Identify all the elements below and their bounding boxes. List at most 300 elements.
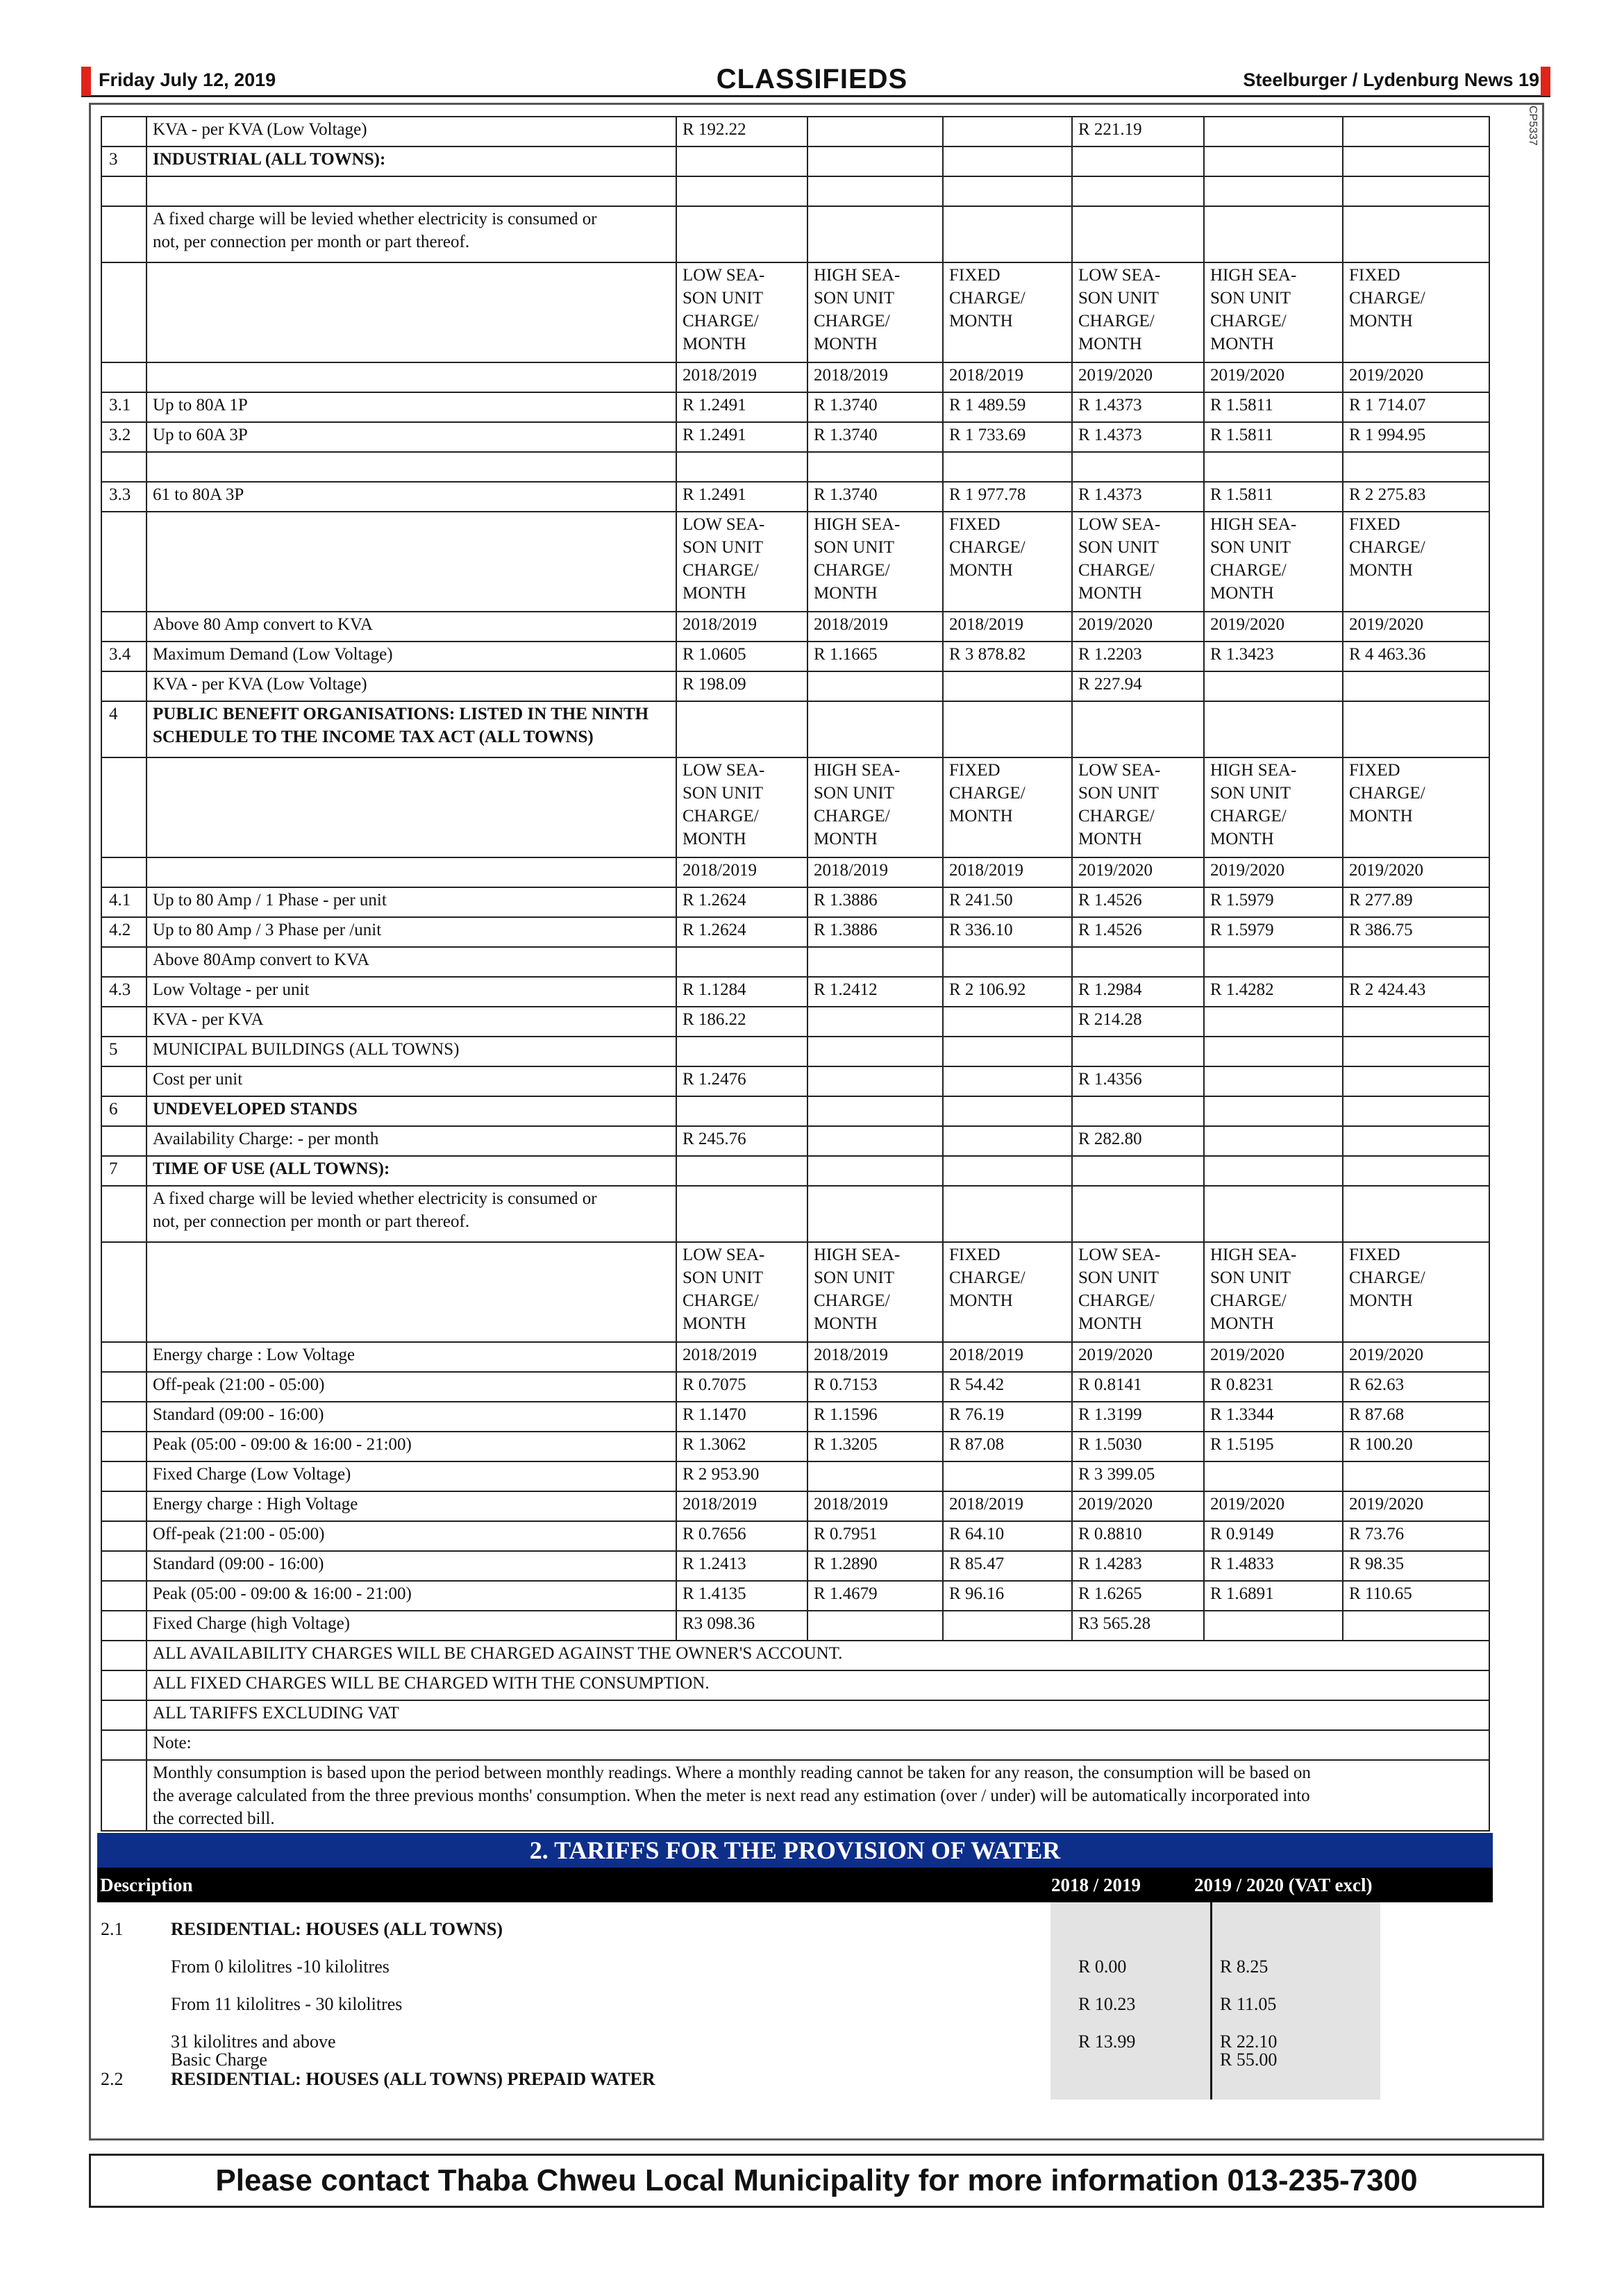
table-row: [101, 452, 1489, 482]
row-description: KVA - per KVA (Low Voltage): [147, 671, 676, 701]
tariff-value: [1343, 1186, 1489, 1242]
tariff-value: [943, 176, 1072, 206]
tariff-value: [676, 1186, 807, 1242]
tariff-value: [676, 1156, 807, 1186]
tariff-value: R 1.3886: [807, 917, 943, 947]
water-item-2018: R 0.00: [1078, 1956, 1127, 1977]
tariff-value: [943, 1126, 1072, 1156]
column-year: 2018/2019: [807, 1342, 943, 1372]
column-year: 2019/2020: [1072, 612, 1204, 642]
column-heading: LOW SEA- SON UNIT CHARGE/ MONTH: [1072, 1242, 1204, 1342]
row-number: [101, 1402, 147, 1432]
tariff-value: R 0.7656: [676, 1521, 807, 1551]
column-heading: FIXED CHARGE/ MONTH: [943, 512, 1072, 612]
tariff-value: R 1.3886: [807, 887, 943, 917]
tariff-value: R 1.4526: [1072, 917, 1204, 947]
row-description: A fixed charge will be levied whether electricity is consumed or not, per connection per month or part thereof.: [147, 1186, 676, 1242]
row-number: [101, 262, 147, 362]
tariff-value: 2018/2019: [676, 1491, 807, 1521]
column-heading: LOW SEA- SON UNIT CHARGE/ MONTH: [676, 757, 807, 857]
column-heading: FIXED CHARGE/ MONTH: [1343, 262, 1489, 362]
tariff-value: [1072, 146, 1204, 176]
tariff-value: R 0.8141: [1072, 1372, 1204, 1402]
row-number: [101, 1611, 147, 1641]
row-description: Energy charge : Low Voltage: [147, 1342, 676, 1372]
tariff-value: R 1.3740: [807, 482, 943, 512]
row-number: [101, 1461, 147, 1491]
column-heading: FIXED CHARGE/ MONTH: [1343, 1242, 1489, 1342]
table-row: [101, 1581, 1489, 1611]
table-row: [101, 1096, 1489, 1126]
tariff-value: [1204, 1007, 1343, 1037]
table-row: [101, 1402, 1489, 1432]
tariff-value: [1072, 701, 1204, 757]
row-number: 4.1: [101, 887, 147, 917]
row-number: 4: [101, 701, 147, 757]
tariff-value: R 1.0605: [676, 642, 807, 671]
table-row: [101, 1007, 1489, 1037]
tariff-value: R3 565.28: [1072, 1611, 1204, 1641]
tariff-value: R 85.47: [943, 1551, 1072, 1581]
tariff-value: [1204, 671, 1343, 701]
row-number: 4.3: [101, 977, 147, 1007]
header-date: Friday July 12, 2019: [99, 69, 276, 90]
tariff-value: R 1 994.95: [1343, 422, 1489, 452]
tariff-value: R 1.3740: [807, 392, 943, 422]
tariff-value: R3 098.36: [676, 1611, 807, 1641]
row-description: Energy charge : High Voltage: [147, 1491, 676, 1521]
tariff-value: R 1.3199: [1072, 1402, 1204, 1432]
tariff-value: [943, 701, 1072, 757]
tariff-value: [1343, 117, 1489, 146]
tariff-value: [1343, 1007, 1489, 1037]
row-number: [101, 1491, 147, 1521]
tariff-value: [1072, 452, 1204, 482]
row-number: 5: [101, 1037, 147, 1066]
row-number: [101, 512, 147, 612]
row-description: Monthly consumption is based upon the period between monthly readings. Where a monthly reading cannot be taken for any reason, the consumption will be based on the average calculated from the three previous months' consumption. When the meter is next read any estimation (over / under) will be automatically incorporated into the corrected bill.: [147, 1760, 1489, 1831]
column-year: 2018/2019: [676, 1342, 807, 1372]
tariff-value: R 0.9149: [1204, 1521, 1343, 1551]
row-description: MUNICIPAL BUILDINGS (ALL TOWNS): [147, 1037, 676, 1066]
tariff-value: R 1.5979: [1204, 917, 1343, 947]
tariff-value: R 1.1470: [676, 1402, 807, 1432]
column-year: 2018/2019: [943, 1342, 1072, 1372]
tariff-value: R 386.75: [1343, 917, 1489, 947]
tariff-value: R 1.4373: [1072, 392, 1204, 422]
row-description: Up to 60A 3P: [147, 422, 676, 452]
tariff-value: R 1.3423: [1204, 642, 1343, 671]
tariff-value: R 1 714.07: [1343, 392, 1489, 422]
tariff-value: [1204, 947, 1343, 977]
row-number: [101, 1007, 147, 1037]
column-heading: LOW SEA- SON UNIT CHARGE/ MONTH: [676, 512, 807, 612]
table-row: [101, 947, 1489, 977]
column-year: 2018/2019: [807, 857, 943, 887]
tariff-value: [807, 1007, 943, 1037]
tariff-value: [1072, 1156, 1204, 1186]
tariff-value: R 2 106.92: [943, 977, 1072, 1007]
tariff-value: R 1.4526: [1072, 887, 1204, 917]
row-description: Above 80 Amp convert to KVA: [147, 612, 676, 642]
table-row: [101, 917, 1489, 947]
row-description: ALL AVAILABILITY CHARGES WILL BE CHARGED AGAINST THE OWNER'S ACCOUNT.: [147, 1641, 1489, 1670]
column-heading: LOW SEA- SON UNIT CHARGE/ MONTH: [676, 1242, 807, 1342]
tariff-value: [807, 1611, 943, 1641]
row-number: [101, 206, 147, 262]
water-table-header: [97, 1868, 1493, 1902]
column-heading: FIXED CHARGE/ MONTH: [1343, 512, 1489, 612]
row-number: [101, 757, 147, 857]
tariff-value: R 0.7951: [807, 1521, 943, 1551]
row-description: [147, 362, 676, 392]
table-row: [101, 1037, 1489, 1066]
table-row: [101, 482, 1489, 512]
row-description: TIME OF USE (ALL TOWNS):: [147, 1156, 676, 1186]
row-description: Fixed Charge (Low Voltage): [147, 1461, 676, 1491]
tariff-value: [676, 176, 807, 206]
tariff-value: R 1.2412: [807, 977, 943, 1007]
table-row: [101, 1461, 1489, 1491]
water-item-2019: R 55.00: [1220, 2050, 1278, 2070]
tariff-value: [676, 206, 807, 262]
tariff-value: [1204, 452, 1343, 482]
row-number: 3.4: [101, 642, 147, 671]
tariff-value: [1343, 701, 1489, 757]
column-year: 2019/2020: [1072, 362, 1204, 392]
table-row: [101, 117, 1489, 146]
row-number: [101, 1126, 147, 1156]
row-number: [101, 1432, 147, 1461]
tariff-value: [943, 1186, 1072, 1242]
tariff-value: [676, 1037, 807, 1066]
tariff-value: R 1.4373: [1072, 422, 1204, 452]
tariff-value: [1204, 176, 1343, 206]
row-description: [147, 757, 676, 857]
tariff-value: [807, 452, 943, 482]
tariff-value: [1343, 1126, 1489, 1156]
row-number: 3.2: [101, 422, 147, 452]
tariff-value: [807, 1037, 943, 1066]
row-description: ALL TARIFFS EXCLUDING VAT: [147, 1700, 1489, 1730]
column-heading: HIGH SEA- SON UNIT CHARGE/ MONTH: [807, 757, 943, 857]
table-row: [101, 1432, 1489, 1461]
water-item-description: From 11 kilolitres - 30 kilolitres: [171, 1994, 403, 2014]
tariff-value: R 245.76: [676, 1126, 807, 1156]
row-description: Availability Charge: - per month: [147, 1126, 676, 1156]
column-heading: LOW SEA- SON UNIT CHARGE/ MONTH: [1072, 262, 1204, 362]
tariff-value: [1343, 947, 1489, 977]
column-year: 2019/2020: [1343, 1342, 1489, 1372]
tariff-value: [807, 671, 943, 701]
column-year: 2018/2019: [943, 362, 1072, 392]
header-section-title: CLASSIFIEDS: [716, 64, 908, 94]
table-row: [101, 1372, 1489, 1402]
row-number: [101, 176, 147, 206]
table-row: [101, 612, 1489, 642]
table-row: [101, 671, 1489, 701]
row-number: 6: [101, 1096, 147, 1126]
table-row: [101, 887, 1489, 917]
tariff-value: [676, 1096, 807, 1126]
row-description: [147, 857, 676, 887]
tariff-value: R 1.4679: [807, 1581, 943, 1611]
row-description: Up to 80 Amp / 1 Phase - per unit: [147, 887, 676, 917]
table-row: [101, 512, 1489, 612]
tariff-value: R 282.80: [1072, 1126, 1204, 1156]
table-row: [101, 1760, 1489, 1831]
tariff-value: R 73.76: [1343, 1521, 1489, 1551]
tariff-value: [1204, 117, 1343, 146]
water-item-2019: R 22.10: [1220, 2031, 1278, 2052]
tariff-value: R 1.3740: [807, 422, 943, 452]
tariff-value: R 1.2890: [807, 1551, 943, 1581]
column-year: 2019/2020: [1204, 612, 1343, 642]
tariff-value: [1072, 947, 1204, 977]
tariff-value: R 0.7153: [807, 1372, 943, 1402]
water-head-2018: 2018 / 2019: [1051, 1875, 1141, 1895]
column-year: 2019/2020: [1072, 857, 1204, 887]
row-number: [101, 1186, 147, 1242]
table-row: [101, 1551, 1489, 1581]
tariff-value: R 1.3062: [676, 1432, 807, 1461]
tariff-value: [943, 671, 1072, 701]
tariff-value: R 1.4356: [1072, 1066, 1204, 1096]
tariff-value: [807, 206, 943, 262]
tariff-value: [1343, 1461, 1489, 1491]
row-number: 3.1: [101, 392, 147, 422]
table-row: [101, 1641, 1489, 1670]
tariff-value: 2019/2020: [1343, 1491, 1489, 1521]
row-number: [101, 1730, 147, 1760]
tariff-value: R 214.28: [1072, 1007, 1204, 1037]
column-year: 2018/2019: [676, 612, 807, 642]
water-item-2018: R 13.99: [1078, 2031, 1136, 2052]
tariff-value: R 1.4282: [1204, 977, 1343, 1007]
row-description: KVA - per KVA: [147, 1007, 676, 1037]
row-number: 4.2: [101, 917, 147, 947]
row-description: Maximum Demand (Low Voltage): [147, 642, 676, 671]
tariff-value: R 62.63: [1343, 1372, 1489, 1402]
column-heading: LOW SEA- SON UNIT CHARGE/ MONTH: [1072, 757, 1204, 857]
tariff-value: [676, 452, 807, 482]
tariff-value: R 227.94: [1072, 671, 1204, 701]
column-heading: HIGH SEA- SON UNIT CHARGE/ MONTH: [1204, 1242, 1343, 1342]
column-year: 2018/2019: [676, 857, 807, 887]
tariff-value: R 1.5811: [1204, 422, 1343, 452]
row-description: Above 80Amp convert to KVA: [147, 947, 676, 977]
row-number: [101, 671, 147, 701]
header-paper-name: Steelburger / Lydenburg News 19: [1243, 69, 1539, 90]
column-year: 2019/2020: [1204, 1342, 1343, 1372]
table-row: [101, 1700, 1489, 1730]
tariff-value: R 1.5979: [1204, 887, 1343, 917]
column-year: 2018/2019: [807, 612, 943, 642]
column-heading: HIGH SEA- SON UNIT CHARGE/ MONTH: [1204, 262, 1343, 362]
table-row: [101, 206, 1489, 262]
column-year: 2018/2019: [676, 362, 807, 392]
column-heading: FIXED CHARGE/ MONTH: [943, 1242, 1072, 1342]
tariff-value: R 1.4135: [676, 1581, 807, 1611]
tariff-value: R 1.6265: [1072, 1581, 1204, 1611]
row-number: [101, 1521, 147, 1551]
tariff-value: [1204, 1156, 1343, 1186]
row-number: [101, 1581, 147, 1611]
column-heading: LOW SEA- SON UNIT CHARGE/ MONTH: [1072, 512, 1204, 612]
tariff-value: R 2 953.90: [676, 1461, 807, 1491]
tariff-value: [807, 146, 943, 176]
row-description: Up to 80 Amp / 3 Phase per /unit: [147, 917, 676, 947]
row-description: [147, 452, 676, 482]
table-row: [101, 422, 1489, 452]
tariff-value: R 1.3205: [807, 1432, 943, 1461]
row-number: [101, 1342, 147, 1372]
tariff-value: [943, 117, 1072, 146]
tariff-value: R 186.22: [676, 1007, 807, 1037]
tariff-value: R 336.10: [943, 917, 1072, 947]
row-number: [101, 1242, 147, 1342]
column-year: 2018/2019: [807, 362, 943, 392]
tariff-value: R 198.09: [676, 671, 807, 701]
tariff-value: R 1.4283: [1072, 1551, 1204, 1581]
tariff-value: [1343, 452, 1489, 482]
contact-footer: Please contact Thaba Chweu Local Municipality for more information 013-235-7300: [89, 2154, 1544, 2208]
row-number: [101, 612, 147, 642]
tariff-value: [676, 146, 807, 176]
water-item-description: 31 kilolitres and above: [171, 2031, 336, 2052]
table-row: [101, 146, 1489, 176]
row-description: PUBLIC BENEFIT ORGANISATIONS: LISTED IN THE NINTH SCHEDULE TO THE INCOME TAX ACT (ALL TOWNS): [147, 701, 676, 757]
table-row: [101, 1730, 1489, 1760]
column-year: 2019/2020: [1072, 1342, 1204, 1372]
table-row: [101, 977, 1489, 1007]
tariff-value: [943, 206, 1072, 262]
row-number: [101, 857, 147, 887]
tariff-value: R 1.1284: [676, 977, 807, 1007]
row-description: Peak (05:00 - 09:00 & 16:00 - 21:00): [147, 1432, 676, 1461]
tariff-value: [943, 1461, 1072, 1491]
table-row: [101, 1521, 1489, 1551]
row-description: INDUSTRIAL (ALL TOWNS):: [147, 146, 676, 176]
tariff-value: [1343, 146, 1489, 176]
tariff-value: [1204, 1461, 1343, 1491]
tariff-value: R 64.10: [943, 1521, 1072, 1551]
tariff-value: R 277.89: [1343, 887, 1489, 917]
tariff-value: [1343, 1037, 1489, 1066]
row-description: Standard (09:00 - 16:00): [147, 1402, 676, 1432]
row-description: [147, 512, 676, 612]
tariff-value: [807, 1156, 943, 1186]
table-row: [101, 1611, 1489, 1641]
tariff-value: [1072, 176, 1204, 206]
water-item-2018: R 10.23: [1078, 1994, 1136, 2014]
tariff-value: [807, 1096, 943, 1126]
tariff-value: R 2 275.83: [1343, 482, 1489, 512]
tariff-value: [807, 1126, 943, 1156]
tariff-value: [807, 947, 943, 977]
tariff-value: [1343, 206, 1489, 262]
water-item-description: RESIDENTIAL: HOUSES (ALL TOWNS) PREPAID WATER: [171, 2069, 655, 2089]
tariff-value: [1204, 1066, 1343, 1096]
column-heading: HIGH SEA- SON UNIT CHARGE/ MONTH: [1204, 512, 1343, 612]
tariff-value: R 1.1596: [807, 1402, 943, 1432]
tariff-value: [1343, 1096, 1489, 1126]
tariff-value: R 1 977.78: [943, 482, 1072, 512]
tariff-value: R 76.19: [943, 1402, 1072, 1432]
tariff-value: [1204, 146, 1343, 176]
table-row: [101, 262, 1489, 362]
row-description: [147, 1242, 676, 1342]
tariff-value: R 1.3344: [1204, 1402, 1343, 1432]
row-description: UNDEVELOPED STANDS: [147, 1096, 676, 1126]
water-item-description: RESIDENTIAL: HOUSES (ALL TOWNS): [171, 1919, 503, 1939]
tariff-value: R 0.8231: [1204, 1372, 1343, 1402]
tariff-value: [943, 146, 1072, 176]
column-year: 2019/2020: [1343, 612, 1489, 642]
table-row: [101, 362, 1489, 392]
tariff-value: R 1.2476: [676, 1066, 807, 1096]
row-number: [101, 1551, 147, 1581]
tariff-value: R 1.2624: [676, 887, 807, 917]
tariff-value: [1204, 1126, 1343, 1156]
row-description: Fixed Charge (high Voltage): [147, 1611, 676, 1641]
tariff-value: [1343, 1611, 1489, 1641]
table-row: [101, 701, 1489, 757]
table-row: [101, 1066, 1489, 1096]
water-section-title: 2. TARIFFS FOR THE PROVISION OF WATER: [97, 1833, 1493, 1868]
tariff-value: [1343, 671, 1489, 701]
tariff-value: R 110.65: [1343, 1581, 1489, 1611]
row-number: 3: [101, 146, 147, 176]
tariff-value: [676, 701, 807, 757]
water-head-2019: 2019 / 2020 (VAT excl): [1194, 1875, 1373, 1895]
row-description: [147, 262, 676, 362]
tariff-value: [1343, 1156, 1489, 1186]
row-number: 3.3: [101, 482, 147, 512]
tariff-value: [1072, 1096, 1204, 1126]
row-description: Low Voltage - per unit: [147, 977, 676, 1007]
row-description: Off-peak (21:00 - 05:00): [147, 1521, 676, 1551]
tariff-value: R 54.42: [943, 1372, 1072, 1402]
tariff-value: R 1.5195: [1204, 1432, 1343, 1461]
tariff-value: R 98.35: [1343, 1551, 1489, 1581]
tariff-value: R 1.2491: [676, 482, 807, 512]
tariff-value: R 1.5811: [1204, 392, 1343, 422]
tariff-value: [1204, 206, 1343, 262]
table-row: [101, 1342, 1489, 1372]
advert-code: CP5337: [1527, 106, 1539, 146]
tariff-value: [943, 1007, 1072, 1037]
tariff-value: R 3 878.82: [943, 642, 1072, 671]
water-item-number: 2.2: [101, 2069, 124, 2089]
row-number: [101, 452, 147, 482]
row-description: Up to 80A 1P: [147, 392, 676, 422]
row-number: [101, 1670, 147, 1700]
table-row: [101, 642, 1489, 671]
column-year: 2018/2019: [943, 857, 1072, 887]
tariff-value: R 100.20: [1343, 1432, 1489, 1461]
table-row: [101, 392, 1489, 422]
water-item-2019: R 8.25: [1220, 1956, 1269, 1977]
tariff-value: R 241.50: [943, 887, 1072, 917]
tariff-value: [807, 117, 943, 146]
column-heading: FIXED CHARGE/ MONTH: [943, 757, 1072, 857]
table-row: [101, 757, 1489, 857]
tariff-value: R 1.2624: [676, 917, 807, 947]
tariff-value: [1204, 1096, 1343, 1126]
column-year: 2019/2020: [1204, 857, 1343, 887]
row-description: Standard (09:00 - 16:00): [147, 1551, 676, 1581]
